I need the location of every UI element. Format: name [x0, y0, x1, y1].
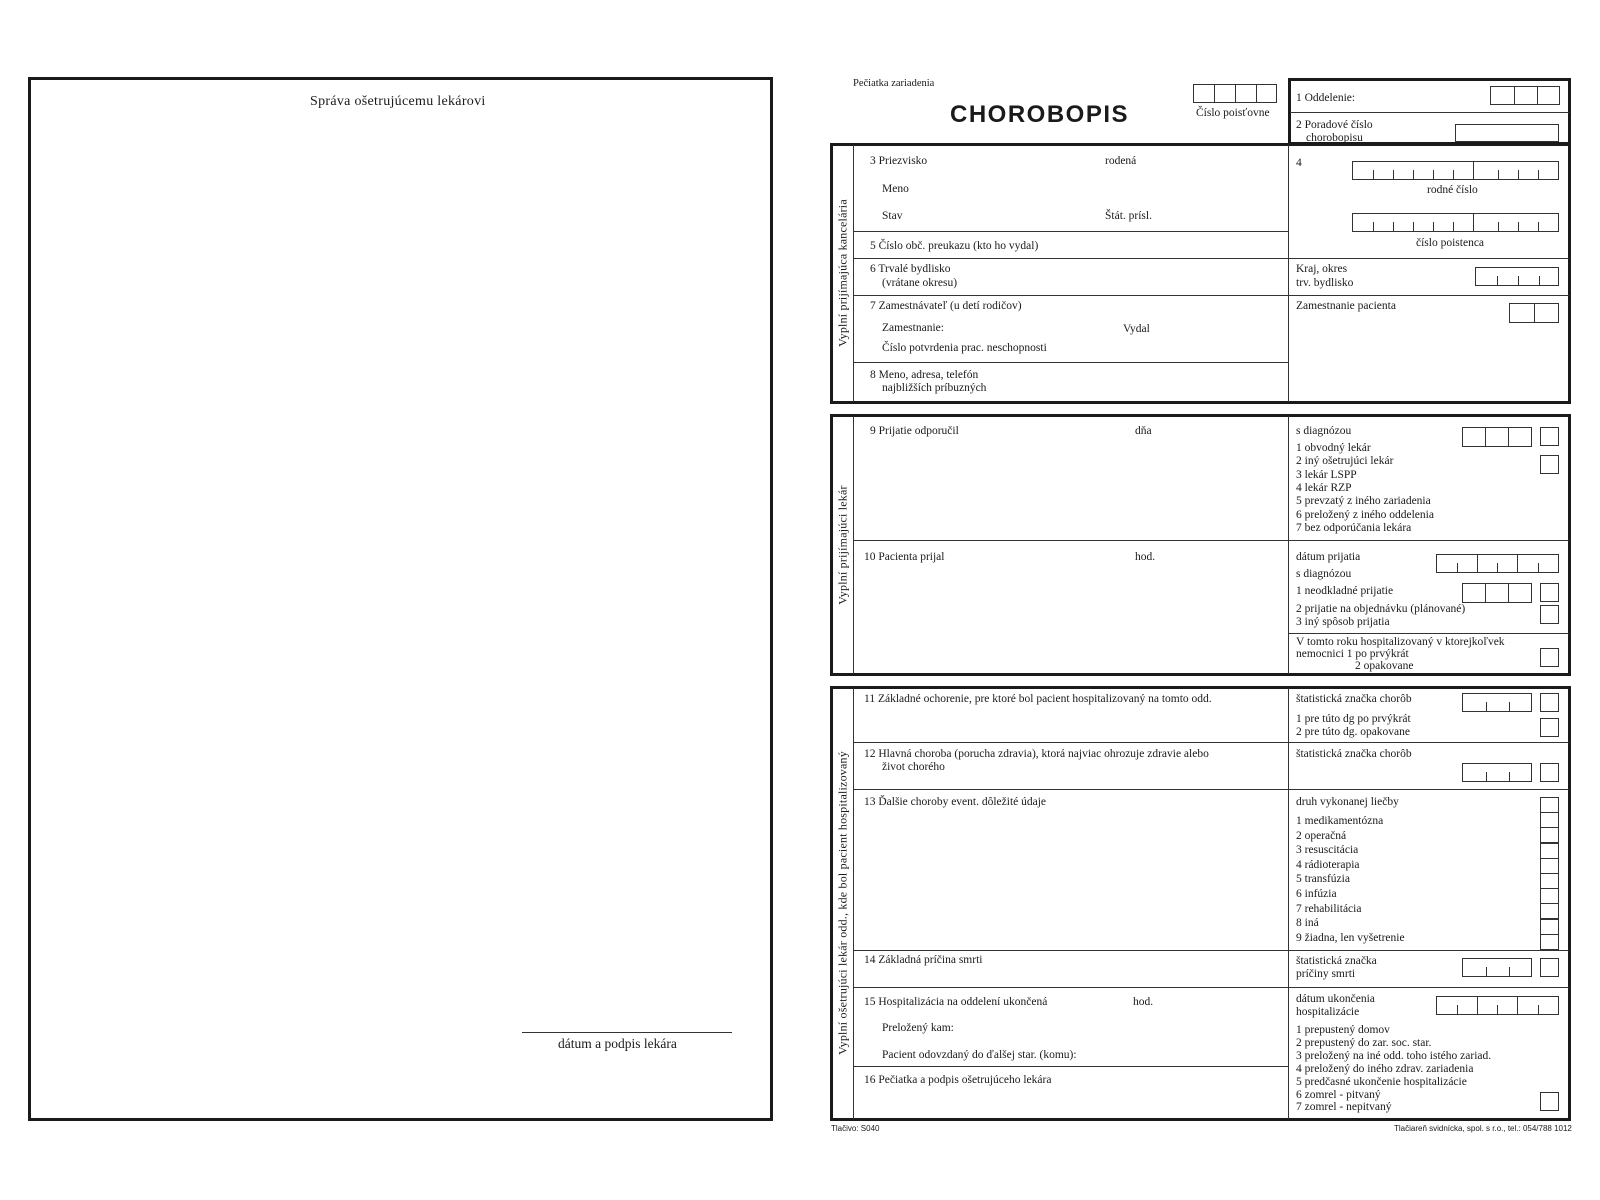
admission-date-label: dátum prijatia: [1296, 551, 1361, 563]
section-admitting-col-divider: [1288, 416, 1289, 674]
end-option: 6 zomrel - pitvaný: [1296, 1088, 1381, 1101]
side-label-treating: Vyplní ošetrujúci lekár odd., kde bol pacient hospitalizovaný: [835, 751, 850, 1055]
field-11-option-2: 2 pre túto dg. opakovane: [1296, 726, 1411, 738]
insurer-code-boxes[interactable]: [1193, 84, 1277, 103]
treatment-option: 5 transfúzia: [1296, 873, 1350, 886]
treatment-checkbox[interactable]: [1540, 888, 1559, 904]
field-9-day: dňa: [1135, 425, 1152, 437]
treatment-option: 6 infúzia: [1296, 888, 1337, 900]
admission-option-1: 1 neodkladné prijatie: [1296, 585, 1394, 597]
treatment-checkbox[interactable]: [1540, 858, 1559, 874]
report-page: [28, 77, 773, 1121]
diagnosis-label: s diagnózou: [1296, 425, 1352, 437]
end-option: 7 zomrel - nepitvaný: [1296, 1101, 1392, 1114]
field-11-checkbox-1[interactable]: [1540, 693, 1559, 712]
field-7-job: Zamestnanie:: [882, 322, 944, 334]
diagnosis-label-2: s diagnózou: [1296, 568, 1352, 580]
birth-number-boxes[interactable]: [1352, 161, 1559, 180]
field-13: 13 Ďalšie choroby event. dôležité údaje: [864, 796, 1047, 808]
end-date-label-1: dátum ukončenia: [1296, 993, 1375, 1005]
record-no-label: 2 Poradové číslo: [1296, 119, 1373, 131]
hospitalized-line1: V tomto roku hospitalizovaný v ktorejkoľvek: [1296, 636, 1505, 648]
treatment-checkbox[interactable]: [1540, 903, 1559, 919]
signature-label: dátum a podpis lekára: [558, 1036, 677, 1051]
treatment-label: druh vykonanej liečby: [1296, 796, 1399, 808]
record-no-field[interactable]: [1455, 124, 1559, 142]
referral-type-checkbox[interactable]: [1540, 455, 1559, 474]
field-4: 4: [1296, 157, 1302, 169]
department-divider: [1290, 112, 1569, 113]
hospitalized-line2: nemocnici 1 po prvýkrát: [1296, 648, 1409, 660]
region-label-1: Kraj, okres: [1296, 263, 1348, 275]
field-10-hour: hod.: [1135, 551, 1156, 563]
birth-number-label: rodné číslo: [1427, 184, 1478, 196]
field-3-surname: 3 Priezvisko: [870, 155, 928, 167]
field-11-checkbox-2[interactable]: [1540, 718, 1559, 737]
treatment-checkbox[interactable]: [1540, 812, 1559, 828]
field-3-born: rodená: [1105, 155, 1137, 167]
stat-code-boxes-12[interactable]: [1462, 763, 1532, 782]
field-15-handed: Pacient odovzdaný do ďalšej star. (komu):: [882, 1049, 1077, 1061]
field-15-hour: hod.: [1133, 996, 1154, 1008]
field-9: 9 Prijatie odporučil: [870, 425, 959, 437]
side-label-admitting: Vyplní prijímajúci lekár: [835, 485, 850, 605]
end-option: 4 preložený do iného zdrav. zariadenia: [1296, 1062, 1474, 1075]
line-s3-r4: [854, 987, 1569, 988]
stamp-label: Pečiatka zariadenia: [853, 78, 935, 89]
treatment-checkbox[interactable]: [1540, 873, 1559, 889]
referral-option: 1 obvodný lekár: [1296, 442, 1371, 454]
treatment-checkbox[interactable]: [1540, 919, 1559, 935]
line-r2: [854, 258, 1288, 259]
treatment-option: 1 medikamentózna: [1296, 815, 1384, 827]
stat-code-label-2: štatistická značka chorôb: [1296, 748, 1412, 760]
end-date-label-2: hospitalizácie: [1296, 1006, 1360, 1018]
hospitalized-line3: 2 opakovane: [1355, 660, 1414, 672]
referral-option: 6 preložený z iného oddelenia: [1296, 508, 1434, 521]
field-16: 16 Pečiatka a podpis ošetrujúceho lekára: [864, 1074, 1052, 1086]
line-r2b: [1289, 258, 1569, 259]
end-date-boxes[interactable]: [1436, 996, 1559, 1015]
field-7-sick-leave: Číslo potvrdenia prac. neschopnosti: [882, 342, 1047, 354]
referral-option: 4 lekár RZP: [1296, 481, 1352, 494]
referral-diagnosis-boxes[interactable]: [1462, 427, 1532, 447]
treatment-checkbox[interactable]: [1540, 934, 1559, 950]
field-12-checkbox[interactable]: [1540, 763, 1559, 782]
field-3-status: Stav: [882, 210, 903, 222]
section-treating-col-divider: [1288, 688, 1289, 1119]
field-15-moved: Preložený kam:: [882, 1022, 954, 1034]
field-8-line1: 8 Meno, adresa, telefón: [870, 369, 979, 381]
treatment-option: 7 rehabilitácia: [1296, 902, 1362, 915]
line-s2-r1: [854, 540, 1569, 541]
section-office-side-divider: [853, 145, 854, 402]
side-label-office: Vyplní prijímajúca kancelária: [835, 199, 850, 347]
referral-option: 2 iný ošetrujúci lekár: [1296, 455, 1394, 468]
line-s3-r3: [854, 950, 1569, 951]
stat-code-label: štatistická značka chorôb: [1296, 693, 1412, 705]
report-title: Správa ošetrujúcemu lekárovi: [310, 94, 486, 109]
patient-job-label: Zamestnanie pacienta: [1296, 300, 1396, 312]
insured-number-label: číslo poistenca: [1416, 237, 1485, 249]
end-option: 3 preložený na iné odd. toho istého zariad.: [1296, 1049, 1492, 1062]
form-title: CHOROBOPIS: [950, 101, 1130, 128]
death-stat-label-2: príčiny smrti: [1296, 968, 1356, 980]
field-3-citizenship: Štát. prísl.: [1105, 210, 1152, 222]
field-8-line2: najbližších príbuzných: [882, 382, 987, 394]
department-label: 1 Oddelenie:: [1296, 92, 1356, 104]
field-12-line1: 12 Hlavná choroba (porucha zdravia), ktorá najviac ohrozuje zdravie alebo: [864, 748, 1209, 760]
admission-type-checkbox[interactable]: [1540, 605, 1559, 624]
hospitalized-checkbox[interactable]: [1540, 648, 1559, 667]
field-7: 7 Zamestnávateľ (u detí rodičov): [870, 300, 1022, 312]
treatment-option: 9 žiadna, len vyšetrenie: [1296, 931, 1405, 944]
treatment-checkbox[interactable]: [1540, 843, 1559, 859]
referral-option: 3 lekár LSPP: [1296, 468, 1357, 481]
line-r3: [854, 295, 1569, 296]
insurer-label: Číslo poisťovne: [1196, 107, 1270, 119]
field-15: 15 Hospitalizácia na oddelení ukončená: [864, 996, 1048, 1008]
admission-date-boxes[interactable]: [1436, 554, 1559, 573]
line-s3-r5: [854, 1066, 1288, 1067]
region-code-boxes[interactable]: [1475, 267, 1559, 286]
stat-code-boxes-11[interactable]: [1462, 693, 1532, 712]
line-r1: [854, 231, 1288, 232]
record-no-label-2: chorobopisu: [1306, 132, 1363, 144]
form-number: Tlačivo: S040: [831, 1124, 880, 1133]
field-7-issued: Vydal: [1123, 323, 1150, 335]
death-stat-boxes[interactable]: [1462, 958, 1532, 977]
admission-diagnosis-checkbox[interactable]: [1540, 583, 1559, 602]
admission-option-2: 2 prijatie na objednávku (plánované): [1296, 603, 1466, 615]
region-label-2: trv. bydlisko: [1296, 277, 1354, 289]
signature-line: [522, 1032, 732, 1033]
field-14: 14 Základná príčina smrti: [864, 954, 983, 966]
death-stat-checkbox[interactable]: [1540, 958, 1559, 977]
admission-option-3: 3 iný spôsob prijatia: [1296, 616, 1390, 628]
referral-option: 7 bez odporúčania lekára: [1296, 521, 1412, 534]
field-12-line2: život chorého: [882, 761, 945, 773]
end-option: 2 prepustený do zar. soc. star.: [1296, 1036, 1432, 1049]
field-3-name: Meno: [882, 183, 909, 195]
field-6-line2: (vrátane okresu): [882, 277, 958, 289]
admission-diagnosis-boxes[interactable]: [1462, 583, 1532, 603]
treatment-checkbox[interactable]: [1540, 797, 1559, 813]
section-office-col-divider: [1288, 145, 1289, 402]
department-code-boxes[interactable]: [1490, 86, 1560, 105]
treatment-option: 4 rádioterapia: [1296, 858, 1360, 871]
line-r4: [854, 362, 1288, 363]
treatment-option: 2 operačná: [1296, 829, 1347, 842]
patient-job-boxes[interactable]: [1509, 303, 1559, 323]
referral-diagnosis-checkbox[interactable]: [1540, 427, 1559, 446]
printer-credit: Tlačiareň svidnícka, spol. s r.o., tel.: 054/788 1012: [1394, 1124, 1572, 1133]
end-option-checkbox[interactable]: [1540, 1092, 1559, 1111]
line-s3-r1: [854, 742, 1569, 743]
insured-number-boxes[interactable]: [1352, 213, 1559, 232]
treatment-option: 8 iná: [1296, 917, 1319, 930]
section-admitting-side-divider: [853, 416, 854, 674]
end-option: 1 prepustený domov: [1296, 1024, 1390, 1036]
field-10: 10 Pacienta prijal: [864, 551, 945, 563]
end-option: 5 predčasné ukončenie hospitalizácie: [1296, 1075, 1467, 1088]
field-5: 5 Číslo obč. preukazu (kto ho vydal): [870, 240, 1039, 252]
line-s3-r2: [854, 789, 1569, 790]
field-11-option-1: 1 pre túto dg po prvýkrát: [1296, 713, 1411, 725]
death-stat-label-1: štatistická značka: [1296, 955, 1377, 967]
line-s2-r2: [1289, 633, 1569, 634]
section-treating-side-divider: [853, 688, 854, 1119]
treatment-checkbox[interactable]: [1540, 827, 1559, 843]
field-6-line1: 6 Trvalé bydlisko: [870, 263, 951, 275]
referral-option: 5 prevzatý z iného zariadenia: [1296, 495, 1431, 508]
treatment-option: 3 resuscitácia: [1296, 844, 1359, 857]
field-11: 11 Základné ochorenie, pre ktoré bol pacient hospitalizovaný na tomto odd.: [864, 693, 1212, 705]
